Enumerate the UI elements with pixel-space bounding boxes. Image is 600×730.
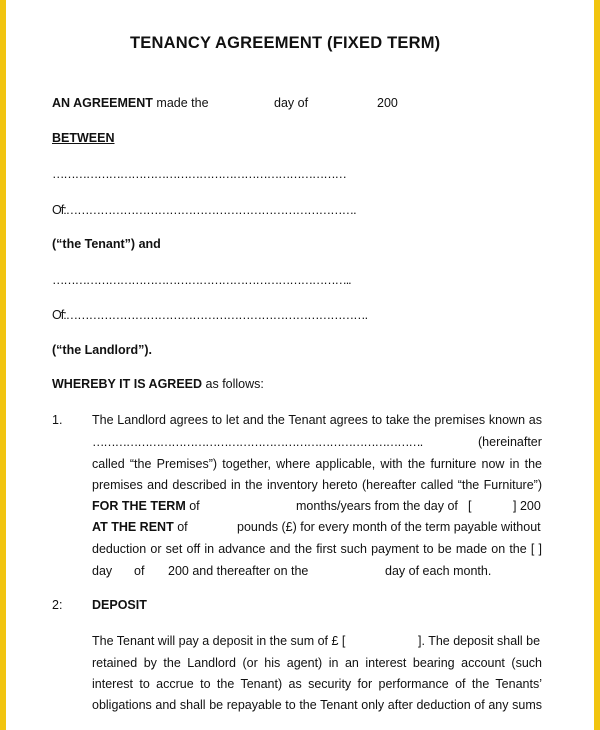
whereby-line	[52, 377, 264, 391]
party1-name-line: ……………………………………………………………………	[52, 167, 346, 181]
agreement-made-the: made the	[156, 96, 209, 110]
term-of: of	[189, 499, 200, 513]
agreement-lead: AN AGREEMENT	[52, 96, 153, 110]
clause1-term-close: ] 200	[513, 499, 541, 513]
rent-of: of	[177, 520, 188, 534]
whereby-rest: as follows:	[205, 377, 264, 391]
clause2-line3: interest to accrue to the Tenant) as security for performance of the Tenants’	[92, 677, 542, 691]
clause1-term-open: [	[468, 499, 472, 513]
party2-address-line: Of:…………………………………………………………………….	[52, 308, 368, 322]
clause1-rent-rest: pounds (£) for every month of the term payable without	[237, 520, 541, 534]
clause1-line8-day: day	[92, 564, 113, 578]
clause1-line8-of: of	[134, 564, 145, 578]
clause1-line7: deduction or set off in advance and the first such payment to be made on the [ ]	[92, 542, 542, 556]
between-heading: BETWEEN	[52, 131, 115, 145]
clause2-line2: retained by the Landlord (or his agent) in an interest bearing account (such	[92, 656, 542, 670]
clause1-line8-mid: 200 and thereafter on the	[168, 564, 309, 578]
clause1-hereinafter: (hereinafter	[478, 435, 542, 449]
clause1-number: 1.	[52, 413, 63, 427]
clause1-line4: premises and described in the inventory hereto (hereafter called “the Furniture”)	[92, 478, 542, 492]
clause1-line8-end: day of each month.	[385, 564, 492, 578]
clause2-line1-b: ]. The deposit shall be	[418, 634, 541, 648]
agreement-day-of: day of	[274, 96, 309, 110]
party1-role: (“the Tenant”) and	[52, 237, 161, 251]
party1-address-line: Of:………………………………………………………………….	[52, 203, 356, 217]
party2-role: (“the Landlord”).	[52, 343, 152, 357]
clause1-line1: The Landlord agrees to let and the Tenant agrees to take the premises known as	[92, 413, 542, 427]
party2-name-line: ……………………………………………………………………..	[52, 273, 351, 287]
clause1-address-dots: …………………………………………………………………………….	[92, 435, 422, 449]
clause1-line3: called “the Premises”) together, where applicable, with the furniture now in the	[92, 457, 542, 471]
clause1-term-months: months/years from the day of	[296, 499, 458, 513]
clause2-heading: DEPOSIT	[92, 598, 147, 612]
clause1-rent-label	[92, 520, 188, 534]
clause2-line1-a: The Tenant will pay a deposit in the sum of £ [	[92, 634, 346, 648]
document-page	[6, 0, 594, 730]
clause2-line4: obligations and shall be repayable to the Tenant only after deduction of any sums	[92, 698, 542, 712]
term-bold: FOR THE TERM	[92, 499, 186, 513]
agreement-year: 200	[377, 96, 398, 110]
clause2-number: 2:	[52, 598, 63, 612]
clause1-term-label	[92, 499, 200, 513]
document-title: TENANCY AGREEMENT (FIXED TERM)	[130, 34, 441, 52]
rent-bold: AT THE RENT	[92, 520, 174, 534]
agreement-line	[52, 96, 209, 110]
whereby-bold: WHEREBY IT IS AGREED	[52, 377, 203, 391]
